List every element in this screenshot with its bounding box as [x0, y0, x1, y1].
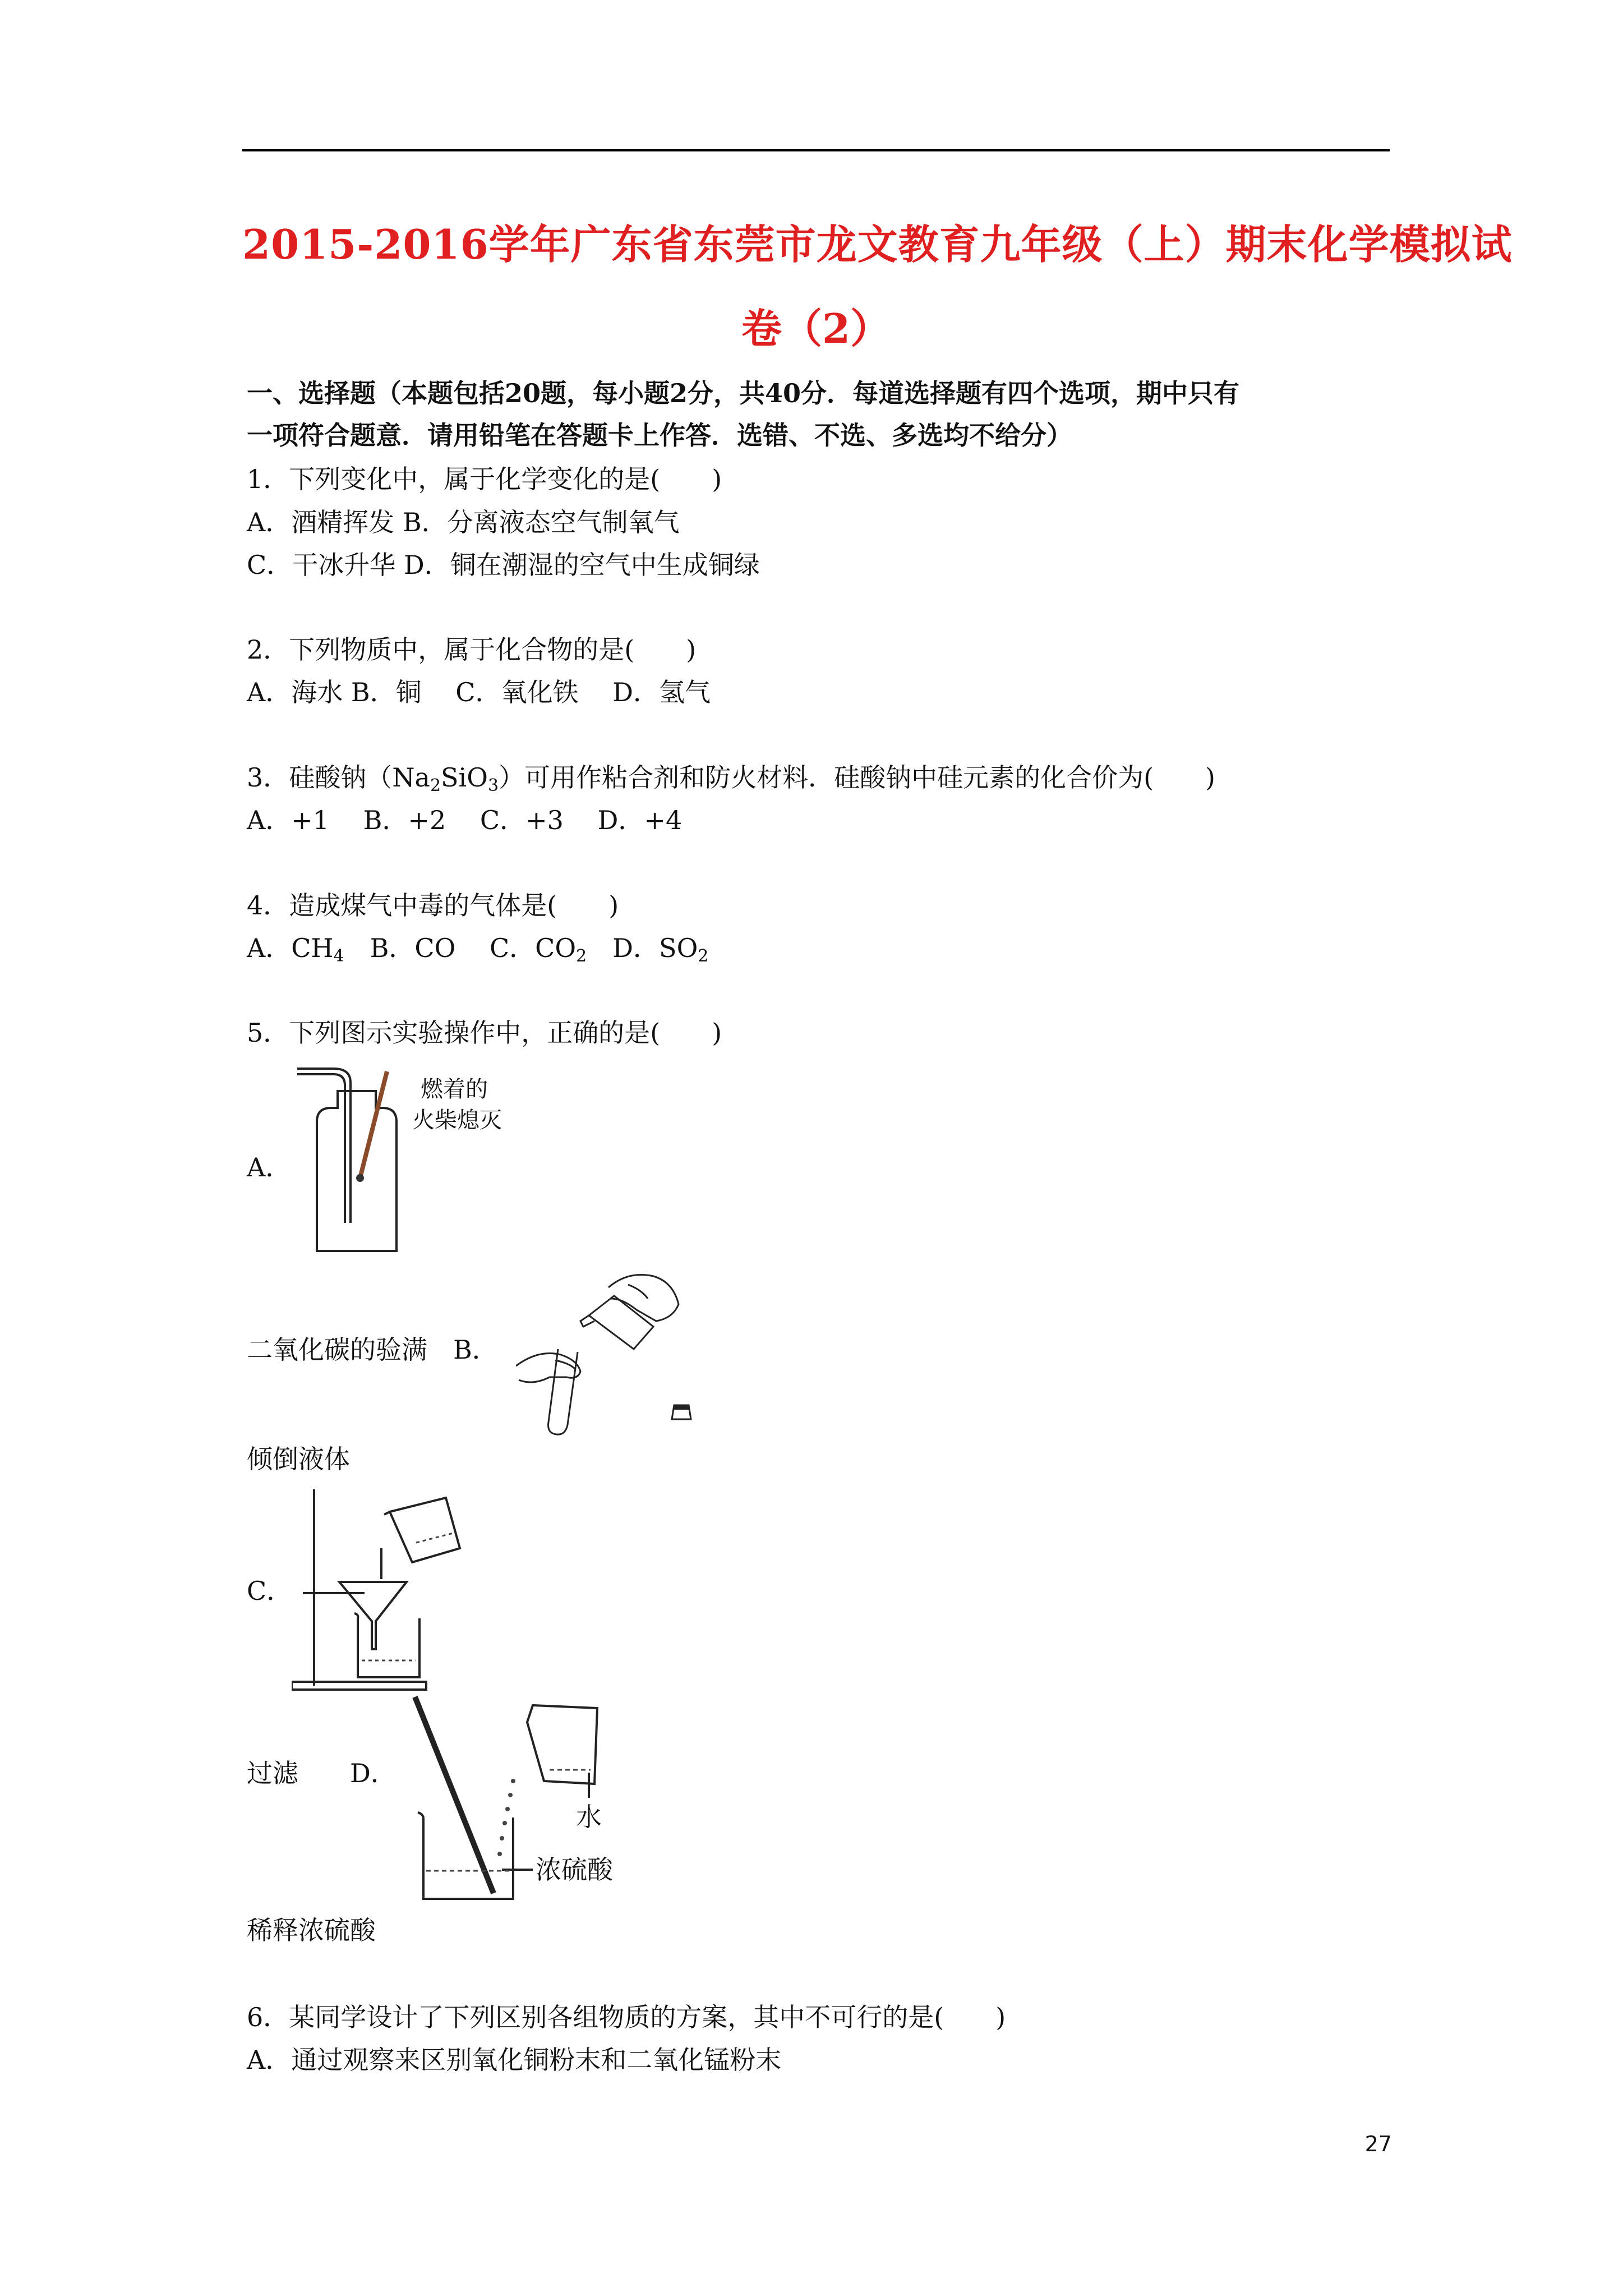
- water-label: 水: [576, 1802, 602, 1832]
- q4-subscript-c: 2: [576, 946, 587, 966]
- q4-options: [247, 928, 708, 966]
- q5-option-c-caption: 过滤 D．: [247, 1758, 396, 1788]
- q2-options: A．海水 B．铜 C．氧化铁 D．氢气: [247, 677, 711, 707]
- stopper-top: [674, 1405, 689, 1410]
- q1-options-cd: C．干冰升华 D．铜在潮湿的空气中生成铜绿: [247, 550, 760, 580]
- q3-stem: [247, 757, 1215, 795]
- q4-option-a: A．CH: [247, 933, 334, 963]
- q5-option-b-caption: 倾倒液体: [247, 1444, 350, 1474]
- q4-subscript-d: 2: [698, 946, 709, 966]
- dilute-acid-figure: [412, 1691, 670, 1916]
- q3-stem-part-c: ）可用作粘合剂和防火材料．硅酸钠中硅元素的化合价为( ): [499, 762, 1215, 793]
- q5-option-a-caption: 二氧化碳的验满 B．: [247, 1335, 498, 1365]
- q4-option-bc: B．CO C．CO: [344, 933, 577, 963]
- q6-option-a: A．通过观察来区别氧化铜粉末和二氧化锰粉末: [247, 2045, 782, 2075]
- q1-stem: 1．下列变化中，属于化学变化的是( ): [247, 464, 722, 494]
- q5-option-a-label: A．: [247, 1152, 292, 1182]
- match-label-line1: 燃着的: [421, 1076, 488, 1102]
- q3-stem-part-a: 3．硅酸钠（Na: [247, 762, 430, 793]
- q1-options-ab: A．酒精挥发 B．分离液态空气制氧气: [247, 507, 680, 537]
- filtration-figure: [292, 1481, 477, 1694]
- page-title-line2: 卷（2）: [741, 305, 891, 352]
- q3-subscript-a: 2: [430, 776, 441, 795]
- q5-option-c-label: C．: [247, 1576, 293, 1606]
- acid-label: 浓硫酸: [536, 1855, 613, 1885]
- q6-stem: 6．某同学设计了下列区别各组物质的方案，其中不可行的是( ): [247, 2002, 1006, 2032]
- q3-options: A．+1 B．+2 C．+3 D．+4: [247, 805, 683, 835]
- q5-option-d-caption: 稀释浓硫酸: [247, 1915, 376, 1945]
- q3-subscript-b: 3: [487, 776, 499, 795]
- section-heading-line2: 一项符合题意．请用铅笔在答题卡上作答．选错、不选、多选均不给分）: [247, 420, 1072, 450]
- match-label-line2: 火柴熄灭: [412, 1107, 502, 1133]
- q4-subscript-a: 4: [333, 946, 344, 966]
- co2-full-test-figure: [292, 1066, 527, 1257]
- pouring-liquid-figure: [516, 1265, 701, 1439]
- q2-stem: 2．下列物质中，属于化合物的是( ): [247, 634, 697, 665]
- q5-stem: 5．下列图示实验操作中，正确的是( ): [247, 1018, 722, 1048]
- header-rule: [242, 149, 1390, 151]
- section-heading-line1: 一、选择题（本题包括20题，每小题2分，共40分．每道选择题有四个选项，期中只有: [247, 378, 1240, 408]
- q4-stem: 4．造成煤气中毒的气体是( ): [247, 890, 619, 921]
- q3-stem-part-b: SiO: [441, 762, 488, 793]
- q4-option-d: D．SO: [587, 933, 698, 963]
- page-number: 27: [1364, 2132, 1392, 2156]
- page-title-line1: 2015-2016学年广东省东莞市龙文教育九年级（上）期末化学模拟试: [242, 220, 1513, 268]
